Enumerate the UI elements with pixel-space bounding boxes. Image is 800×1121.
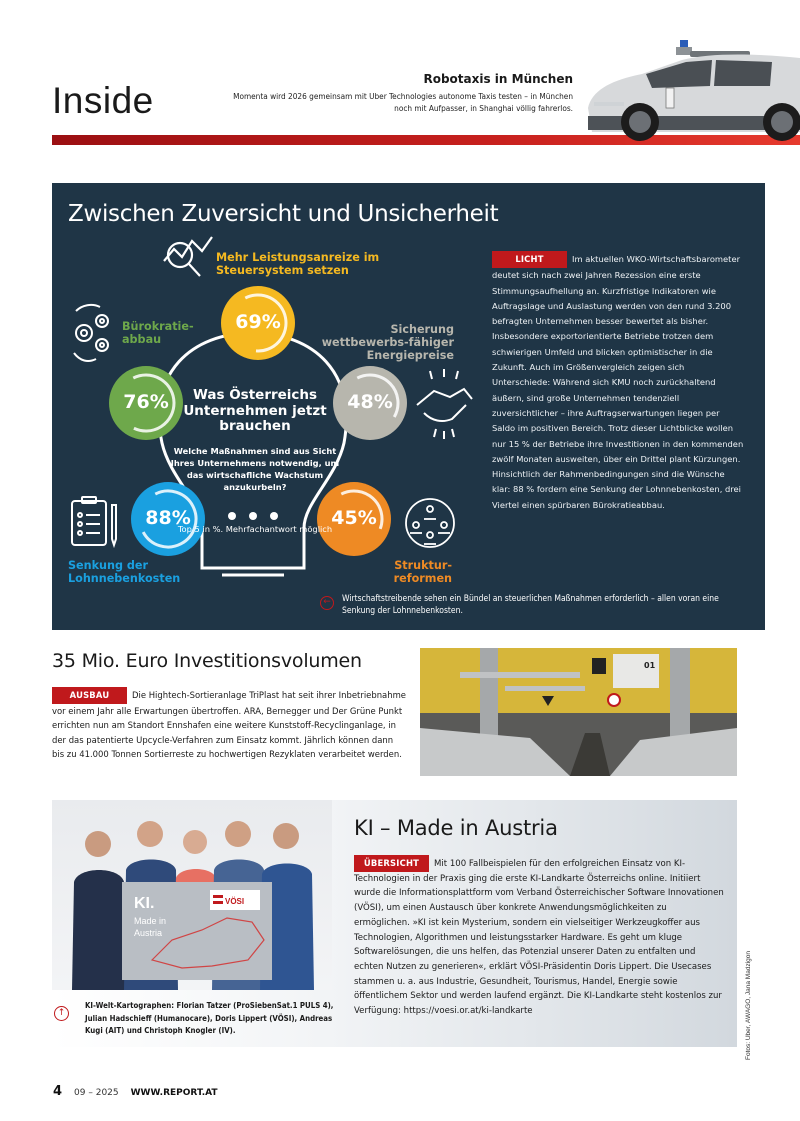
- center-question: Welche Maßnahmen sind aus Sicht Ihres Unternehmens notwendig, um das wirtschafliche Wachstum anzukurbeln?: [170, 445, 340, 493]
- voesi-logo-stripe-2: [213, 901, 223, 904]
- steel-post-right: [670, 648, 690, 748]
- photo-credits: Fotos: Uber, AWAGO, Jana Madzigon: [745, 951, 752, 1060]
- pct-strukturreformen: 45%: [331, 507, 377, 529]
- section-title: Inside: [52, 80, 154, 121]
- side-sensor: [666, 88, 674, 108]
- pct-steuer: 69%: [235, 311, 281, 333]
- front-rim: [629, 111, 651, 133]
- pct-buerokratie: 76%: [123, 391, 169, 413]
- website-link[interactable]: WWW.REPORT.AT: [130, 1088, 218, 1098]
- voesi-logo-text: VÖSI: [225, 897, 245, 906]
- center-heading: Was Österreichs Unternehmen jetzt brauchen: [183, 387, 327, 434]
- car-window-front: [646, 60, 712, 88]
- teaser: [233, 72, 573, 114]
- center-note: Top 5 in %. Mehrfachantwort möglich: [177, 523, 333, 534]
- pct-lohnnebenkosten: 88%: [145, 507, 191, 529]
- ausbau-heading: 35 Mio. Euro Investitionsvolumen: [52, 650, 362, 672]
- ki-tag: ÜBERSICHT: [354, 855, 429, 872]
- machine-label-plate: [613, 654, 659, 688]
- infographic-center: [170, 388, 340, 535]
- machine-number: 01: [644, 661, 656, 670]
- handshake-icon: [417, 369, 472, 439]
- roof-beacon: [680, 40, 688, 47]
- sign-line-3: Austria: [134, 928, 163, 938]
- footer: [53, 1084, 218, 1099]
- robotaxi-photo: [582, 36, 800, 146]
- person-1: [72, 831, 126, 990]
- roof-sensor: [676, 47, 692, 55]
- sign-line-1: KI.: [134, 895, 155, 912]
- arrow-up-icon: ↑: [54, 1006, 69, 1021]
- item-label-lohnnebenkosten: Senkung der Lohnnebenkosten: [68, 559, 181, 585]
- gears-icon: [74, 305, 108, 361]
- item-label-energie: Sicherung wettbewerbs-fähiger Energiepreise: [321, 323, 454, 362]
- brand-logo: [592, 658, 606, 674]
- ki-body: Mit 100 Fallbeispielen für den erfolgreichen Einsatz von KI-Technologien in der Praxis ging die erste KI-Landkarte Österreichs online. Initiiert wurde die Informationsplattform vom Verband Österreichischer Software Innovationen (VÖSI), um einen Austausch über konkrete Anwendungsmöglichkeiten zu ermöglichen. »KI ist kein Mysterium, sondern ein vielseitiger Werkzeugkoffer aus Technologien, Algorithmen und leistungsstarker Hardware. Es geht um kluge Softwarelösungen, die uns helfen, das Potenzial unserer Daten zu entfalten und echten Nutzen zu generieren«, erklärt VÖSI-Präsidentin Doris Lippert. Die Usecases stammen u. a. aus Industrie, Gesundheit, Tourismus, Handel, Energie sowie öffentlichem Sektor und werden laufend ergänzt. Die KI-Landkarte steht kostenlos zur Verfügung: https://voesi.or.at/ki-landkarte: [354, 859, 724, 1017]
- item-label-steuer: Mehr Leistungsanreize im Steuersystem setzen: [216, 251, 380, 277]
- teaser-text: Momenta wird 2026 gemeinsam mit Uber Technologies autonome Taxis testen – in München noch mit Aufpasser, in Shanghai völlig fahrerlos.: [233, 91, 573, 113]
- ausbau-article: [52, 687, 407, 762]
- pipe-2: [505, 686, 585, 691]
- recycling-plant-graphic: [420, 648, 737, 776]
- people-cycle-icon: [406, 499, 454, 547]
- licht-article: [492, 251, 744, 513]
- licht-body: Im aktuellen WKO-Wirtschaftsbarometer deutet sich nach zwei Jahren Rezession eine erste Stimmungsaufhellung an. Kurzfristige Indikatoren wie Auftragslage und Auslastung werden von den rund 3.200 befragten Unternehmen besser bewertet als bisher. Insbesondere exportorientierte Betriebe trotzen dem schwierigen Umfeld und blicken optimistischer in die Zukunft. Auch im Größenvergleich zeigen sich Unterschiede: Während sich KMU noch zurückhaltend äußern, sind große Unternehmen tendenziell zuversichtlicher – ihre Auftragserwartungen liegen per Saldo im positiven Bereich. Trotz dieser Lichtblicke wollen nur 15 % der Betriebe ihre Investitionen in den kommenden zwölf Monaten ausweiten, über ein Drittel plant Kürzungen. Hinsichtlich der Rahmenbedingungen sind die Wünsche klar: 88 % fordern eine Senkung der Lohnnebenkosten, drei Viertel einen spürbaren Bürokratieabbau.: [492, 254, 744, 510]
- item-label-buerokratie: Bürokratie-abbau: [122, 320, 194, 346]
- team-photo-caption: KI-Welt-Kartographen: Florian Tatzer (ProSiebenSat.1 PULS 4), Julian Hadschieff (Humanocare), Doris Lippert (VÖSI), Andreas Kugi (AIT) und Christoph Knogler (IV).: [85, 1001, 334, 1035]
- infographic-panel: [52, 183, 765, 630]
- infographic-caption-text: Wirtschaftstreibende sehen ein Bündel an steuerlichen Maßnahmen erforderlich – allen voran eine Senkung der Lohnnebenkosten.: [342, 594, 719, 617]
- infographic-caption: [320, 593, 750, 618]
- page-number: 4: [53, 1084, 63, 1099]
- magnifier-chart-icon: [164, 237, 212, 276]
- infographic-title: Zwischen Zuversicht und Unsicherheit: [68, 201, 499, 227]
- car-window-rear: [714, 60, 772, 86]
- steel-post-left: [480, 648, 498, 748]
- licht-tag: LICHT: [492, 251, 567, 268]
- team-photo-graphic: [52, 800, 332, 990]
- recycling-plant-photo: [420, 648, 737, 776]
- clipboard-icon: [72, 497, 116, 545]
- pipe-1: [460, 672, 580, 678]
- voesi-logo-stripe-1: [213, 895, 223, 898]
- teaser-title: Robotaxis in München: [423, 72, 573, 86]
- item-label-strukturreformen: Struktur-reformen: [393, 559, 452, 585]
- ausbau-tag: AUSBAU: [52, 687, 127, 704]
- arrow-left-icon: ←: [320, 596, 334, 610]
- ki-article: [354, 855, 724, 1019]
- ausbau-body: Die Hightech-Sortieranlage TriPlast hat seit ihrer Inbetriebnahme vor einem Jahr alle Erwartungen übertroffen. ARA, Bernegger und Der Grüne Punkt errichten nun am Standort Ennshafen eine weitere Kunststoff-Recyclinganlage, in der das patentierte Upcycle-Verfahren zum Einsatz kommt. Jährlich können dann bis zu 41.000 Tonnen Sortierreste zu hochwertigen Rezyklaten verarbeitet werden.: [52, 690, 406, 760]
- ki-heading: KI – Made in Austria: [354, 816, 558, 840]
- sign-line-2: Made in: [134, 916, 167, 926]
- pct-energie: 48%: [347, 391, 393, 413]
- rear-rim: [771, 111, 793, 133]
- team-photo: [52, 800, 332, 990]
- prohibition-sign: [608, 694, 620, 706]
- headlight: [594, 102, 624, 106]
- issue-date: 09 – 2025: [74, 1088, 119, 1098]
